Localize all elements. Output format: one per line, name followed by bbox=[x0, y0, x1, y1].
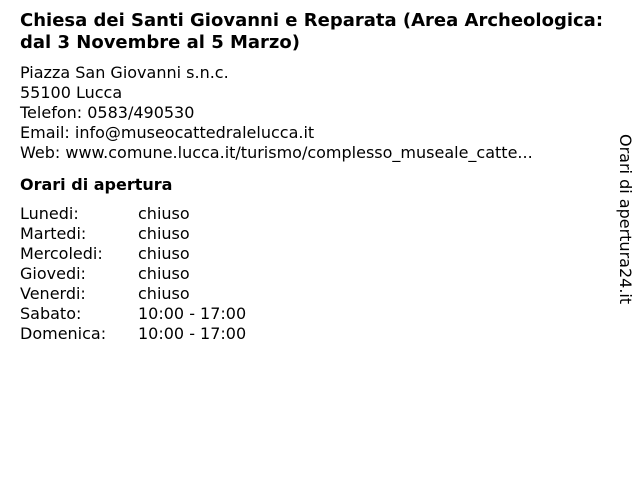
hours-row bbox=[20, 204, 610, 224]
hours-time: chiuso bbox=[138, 224, 190, 243]
hours-row bbox=[20, 324, 610, 344]
hours-time: chiuso bbox=[138, 264, 190, 283]
email-address: Email: info@museocattedralelucca.it bbox=[20, 123, 315, 142]
hours-time: 10:00 - 17:00 bbox=[138, 324, 247, 343]
hours-heading: Orari di apertura bbox=[20, 175, 173, 194]
hours-row bbox=[20, 264, 610, 284]
page-title: Chiesa dei Santi Giovanni e Reparata (Area Archeologica: dal 3 Novembre al 5 Marzo) bbox=[20, 10, 604, 53]
hours-row bbox=[20, 244, 610, 264]
site-watermark: Orari di apertura24.it bbox=[616, 134, 635, 305]
opening-hours-card bbox=[20, 10, 610, 344]
hours-day: Lunedi: bbox=[20, 204, 79, 223]
hours-day: Giovedi: bbox=[20, 264, 86, 283]
hours-time: chiuso bbox=[138, 244, 190, 263]
hours-row bbox=[20, 224, 610, 244]
hours-row bbox=[20, 304, 610, 324]
hours-time: 10:00 - 17:00 bbox=[138, 304, 247, 323]
hours-time: chiuso bbox=[138, 204, 190, 223]
address-block bbox=[20, 63, 610, 163]
hours-day: Domenica: bbox=[20, 324, 107, 343]
hours-table bbox=[20, 204, 610, 344]
hours-day: Mercoledi: bbox=[20, 244, 103, 263]
hours-row bbox=[20, 284, 610, 304]
city-address: 55100 Lucca bbox=[20, 83, 123, 102]
hours-day: Sabato: bbox=[20, 304, 82, 323]
phone-number: Telefon: 0583/490530 bbox=[20, 103, 195, 122]
hours-day: Venerdi: bbox=[20, 284, 86, 303]
website-link[interactable]: Web: www.comune.lucca.it/turismo/complesso_museale_catte... bbox=[20, 143, 533, 162]
hours-time: chiuso bbox=[138, 284, 190, 303]
street-address: Piazza San Giovanni s.n.c. bbox=[20, 63, 229, 82]
hours-day: Martedi: bbox=[20, 224, 87, 243]
